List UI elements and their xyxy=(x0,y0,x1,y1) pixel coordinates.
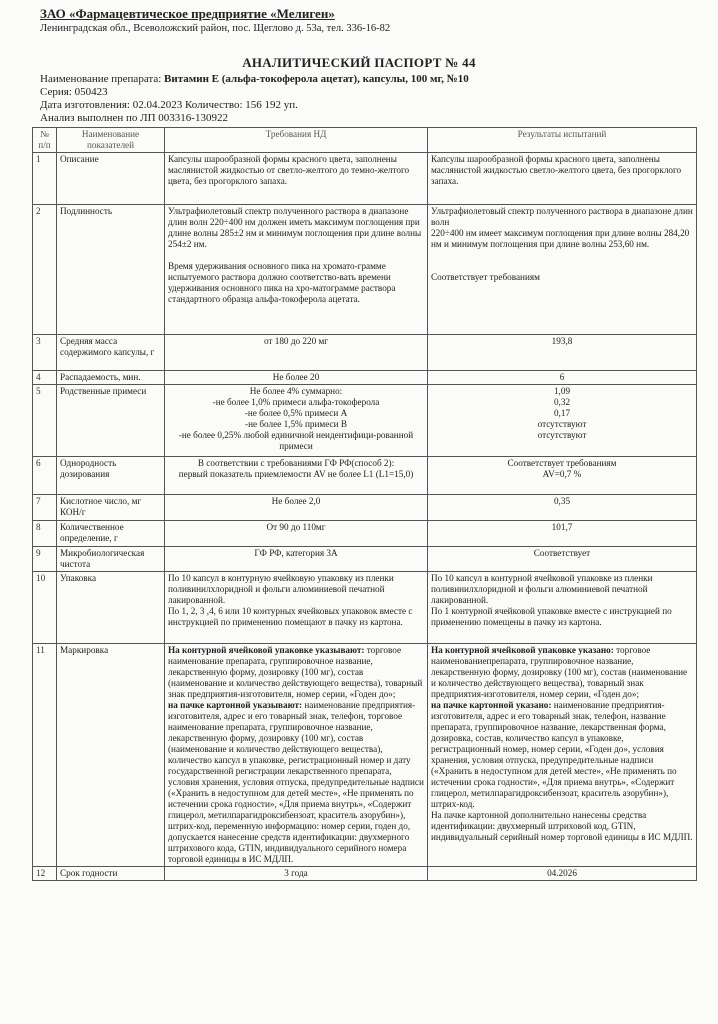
row-result xyxy=(428,644,697,867)
row-num: 4 xyxy=(33,371,57,385)
row-requirement: В соответствии с требованиями ГФ РФ(способ 2): первый показатель приемлемости AV не более L1 (L1=15,0) xyxy=(165,457,428,495)
row-num: 2 xyxy=(33,205,57,335)
marking-req-blister-text: торговое наименование препарата, группировочное название, лекарственную форму, дозировку (100 мг), состав (наименование и количество действующего вещества), товарный знак предприятия-изготовителя, номер серии, «Годен до»; xyxy=(168,645,423,699)
header-results: Результаты испытаний xyxy=(428,128,697,153)
marking-req-carton-heading: на пачке картонной указывают: xyxy=(168,700,303,710)
table-row xyxy=(33,371,697,385)
row-result: 1,09 0,32 0,17 отсутствуют отсутствуют xyxy=(428,385,697,457)
row-requirement: Капсулы шарообразной формы красного цвета, заполнены маслянистой жидкостью от светло-желтого до темно-желтого цвета, без прогорклого запаха. xyxy=(165,153,428,205)
row-result: 04.2026 xyxy=(428,867,697,881)
row-requirement: Не более 4% суммарно: -не более 1,0% примеси альфа-токоферола -не более 0,5% примеси А -не более 1,5% примеси В -не более 0,25% любой единичной неидентифици-рованной примеси xyxy=(165,385,428,457)
row-requirement: ГФ РФ, категория 3А xyxy=(165,547,428,572)
drug-value: Витамин Е (альфа-токоферола ацетат), капсулы, 100 мг, №10 xyxy=(164,73,469,85)
row-result: Соответствует требованиям AV=0,7 % xyxy=(428,457,697,495)
row-requirement: Не более 2,0 xyxy=(165,495,428,521)
table-row xyxy=(33,335,697,371)
row-name: Родственные примеси xyxy=(57,385,165,457)
table-row xyxy=(33,153,697,205)
row-name: Микробиологическая чистота xyxy=(57,547,165,572)
table-row xyxy=(33,495,697,521)
row-num: 12 xyxy=(33,867,57,881)
row-requirement: 3 года xyxy=(165,867,428,881)
row-name: Подлинность xyxy=(57,205,165,335)
drug-line xyxy=(40,73,469,86)
table-row xyxy=(33,547,697,572)
row-requirement: Ультрафиолетовый спектр полученного раствора в диапазоне длин волн 220÷400 нм должен иметь максимум поглощения при длине волны 285±2 нм и минимум поглощения при длине волны 254±2 нм. Время удерживания основного пика на хромато-грамме испытуемого раствора должно соответство-вать времени удерживания основного пика на хро-матограмме раствора стандартного образца альфа-токоферола ацетата. xyxy=(165,205,428,335)
marking-res-blister-text: торговое наименованиепрепарата, группировочное название, лекарственную форму, дозировку (100 мг), состав (наименование и количество действующего вещества), товарный знак предприятия-изготовителя, номер серии, «Годен до»; xyxy=(431,645,688,699)
row-name: Однородность дозирования xyxy=(57,457,165,495)
marking-res-blister-heading: На контурной ячейковой упаковке указано: xyxy=(431,645,614,655)
series-line: Серия: 050423 xyxy=(40,86,108,98)
row-name: Кислотное число, мг КОН/г xyxy=(57,495,165,521)
analysis-line: Анализ выполнен по ЛП 003316-130922 xyxy=(40,112,228,124)
row-num: 9 xyxy=(33,547,57,572)
header-name: Наименование показателей xyxy=(57,128,165,153)
manufacture-line: Дата изготовления: 02.04.2023 Количество: 156 192 уп. xyxy=(40,99,298,111)
table-row xyxy=(33,385,697,457)
row-name: Средняя масса содержимого капсулы, г xyxy=(57,335,165,371)
row-requirement: От 90 до 110мг xyxy=(165,521,428,547)
row-num: 6 xyxy=(33,457,57,495)
table-row xyxy=(33,867,697,881)
drug-label: Наименование препарата: xyxy=(40,73,162,85)
row-num: 11 xyxy=(33,644,57,867)
table-row xyxy=(33,457,697,495)
table-row-marking xyxy=(33,644,697,867)
row-result: Капсулы шарообразной формы красного цвета, заполнены маслянистой жидкостью светло-желтого цвета, без прогорклого запаха. xyxy=(428,153,697,205)
header-requirements: Требования НД xyxy=(165,128,428,153)
header-num: № п/п xyxy=(33,128,57,153)
row-result: 101,7 xyxy=(428,521,697,547)
table-row xyxy=(33,205,697,335)
document-title: АНАЛИТИЧЕСКИЙ ПАСПОРТ № 44 xyxy=(242,55,476,70)
row-requirement xyxy=(165,644,428,867)
row-num: 10 xyxy=(33,572,57,644)
results-table xyxy=(32,127,697,881)
row-name: Количественное определение, г xyxy=(57,521,165,547)
row-requirement: Не более 20 xyxy=(165,371,428,385)
marking-req-blister-heading: На контурной ячейковой упаковке указывают: xyxy=(168,645,365,655)
row-num: 3 xyxy=(33,335,57,371)
row-result: 193,8 xyxy=(428,335,697,371)
table-row xyxy=(33,572,697,644)
company-address: Ленинградская обл., Всеволожский район, пос. Щеглово д. 53а, тел. 336-16-82 xyxy=(40,23,391,34)
row-requirement: от 180 до 220 мг xyxy=(165,335,428,371)
row-name: Упаковка xyxy=(57,572,165,644)
marking-res-carton-text: наименование предприятия-изготовителя, адрес и его товарный знак, телефон, название препарата, группировочное название, лекарственная форма, дозировка, состав, количество капсул в упаковке, регистрационный номер, номер серии, «Годен до», условия хранения, условия отпуска, предупредительные надписи («Хранить в недоступном для детей месте», «Не применять по истечении срока годности», «Для приема внутрь», «Содержит глицерол, метилпарагидроксибензоат, краситель азорубин»), штрих-код. На пачке картонной дополнительно нанесены средства идентификации: двухмерный штриховой код, GTIN, индивидуальный серийный номер торговой единицы в ИС МДЛП. xyxy=(431,700,693,842)
row-num: 7 xyxy=(33,495,57,521)
company-name: ЗАО «Фармацевтическое предприятие «Мелиген» xyxy=(40,6,335,21)
row-result: 6 xyxy=(428,371,697,385)
row-name: Маркировка xyxy=(57,644,165,867)
row-result: Соответствует xyxy=(428,547,697,572)
row-num: 8 xyxy=(33,521,57,547)
marking-req-carton-text: наименование предприятия-изготовителя, адрес и его товарный знак, телефон, торговое наименование препарата, группировочное название, лекарственную форму, дозировку (100 мг), состав (наименование и количество действующего вещества), количество капсул в упаковке, регистрационный номер и дату государственной регистрации лекарственного препарата, условия хранения, условия отпуска, предупредительные надписи («Хранить в недоступном для детей месте», «Не применять по истечении срока годности», «Для приема внутрь», «Содержит глицерол, метилпарагидроксибензоат, краситель азорубин»), штрих-код, переменную информацию: номер серии, годен до, допускается нанесение средств идентификации: двухмерного штрихового кода, GTIN, индивидуального серийного номера торговой единицы в ИС МДЛП. xyxy=(168,700,424,864)
row-name: Срок годности xyxy=(57,867,165,881)
row-name: Распадаемость, мин. xyxy=(57,371,165,385)
marking-res-carton-heading: на пачке картонной указано: xyxy=(431,700,552,710)
row-requirement: По 10 капсул в контурную ячейковую упаковку из пленки поливинилхлоридной и фольги алюминиевой печатной лакированной. По 1, 2, 3 ,4, 6 или 10 контурных ячейковых упаковок вместе с инструкцией по применению помещают в пачку из картона. xyxy=(165,572,428,644)
row-result: По 10 капсул в контурной ячейковой упаковке из пленки поливинилхлоридной и фольги алюминиевой печатной лакированной. По 1 контурной ячейковой упаковке вместе с инструкцией по применению помещены в пачку из картона. xyxy=(428,572,697,644)
row-result: 0,35 xyxy=(428,495,697,521)
row-name: Описание xyxy=(57,153,165,205)
table-header-row xyxy=(33,128,697,153)
row-result: Ультрафиолетовый спектр полученного раствора в диапазоне длин волн 220÷400 нм имеет максимум поглощения при длине волны 284,20 нм и минимум поглощения при длине волны 253,60 нм. Соответствует требованиям xyxy=(428,205,697,335)
row-num: 1 xyxy=(33,153,57,205)
table-row xyxy=(33,521,697,547)
row-num: 5 xyxy=(33,385,57,457)
